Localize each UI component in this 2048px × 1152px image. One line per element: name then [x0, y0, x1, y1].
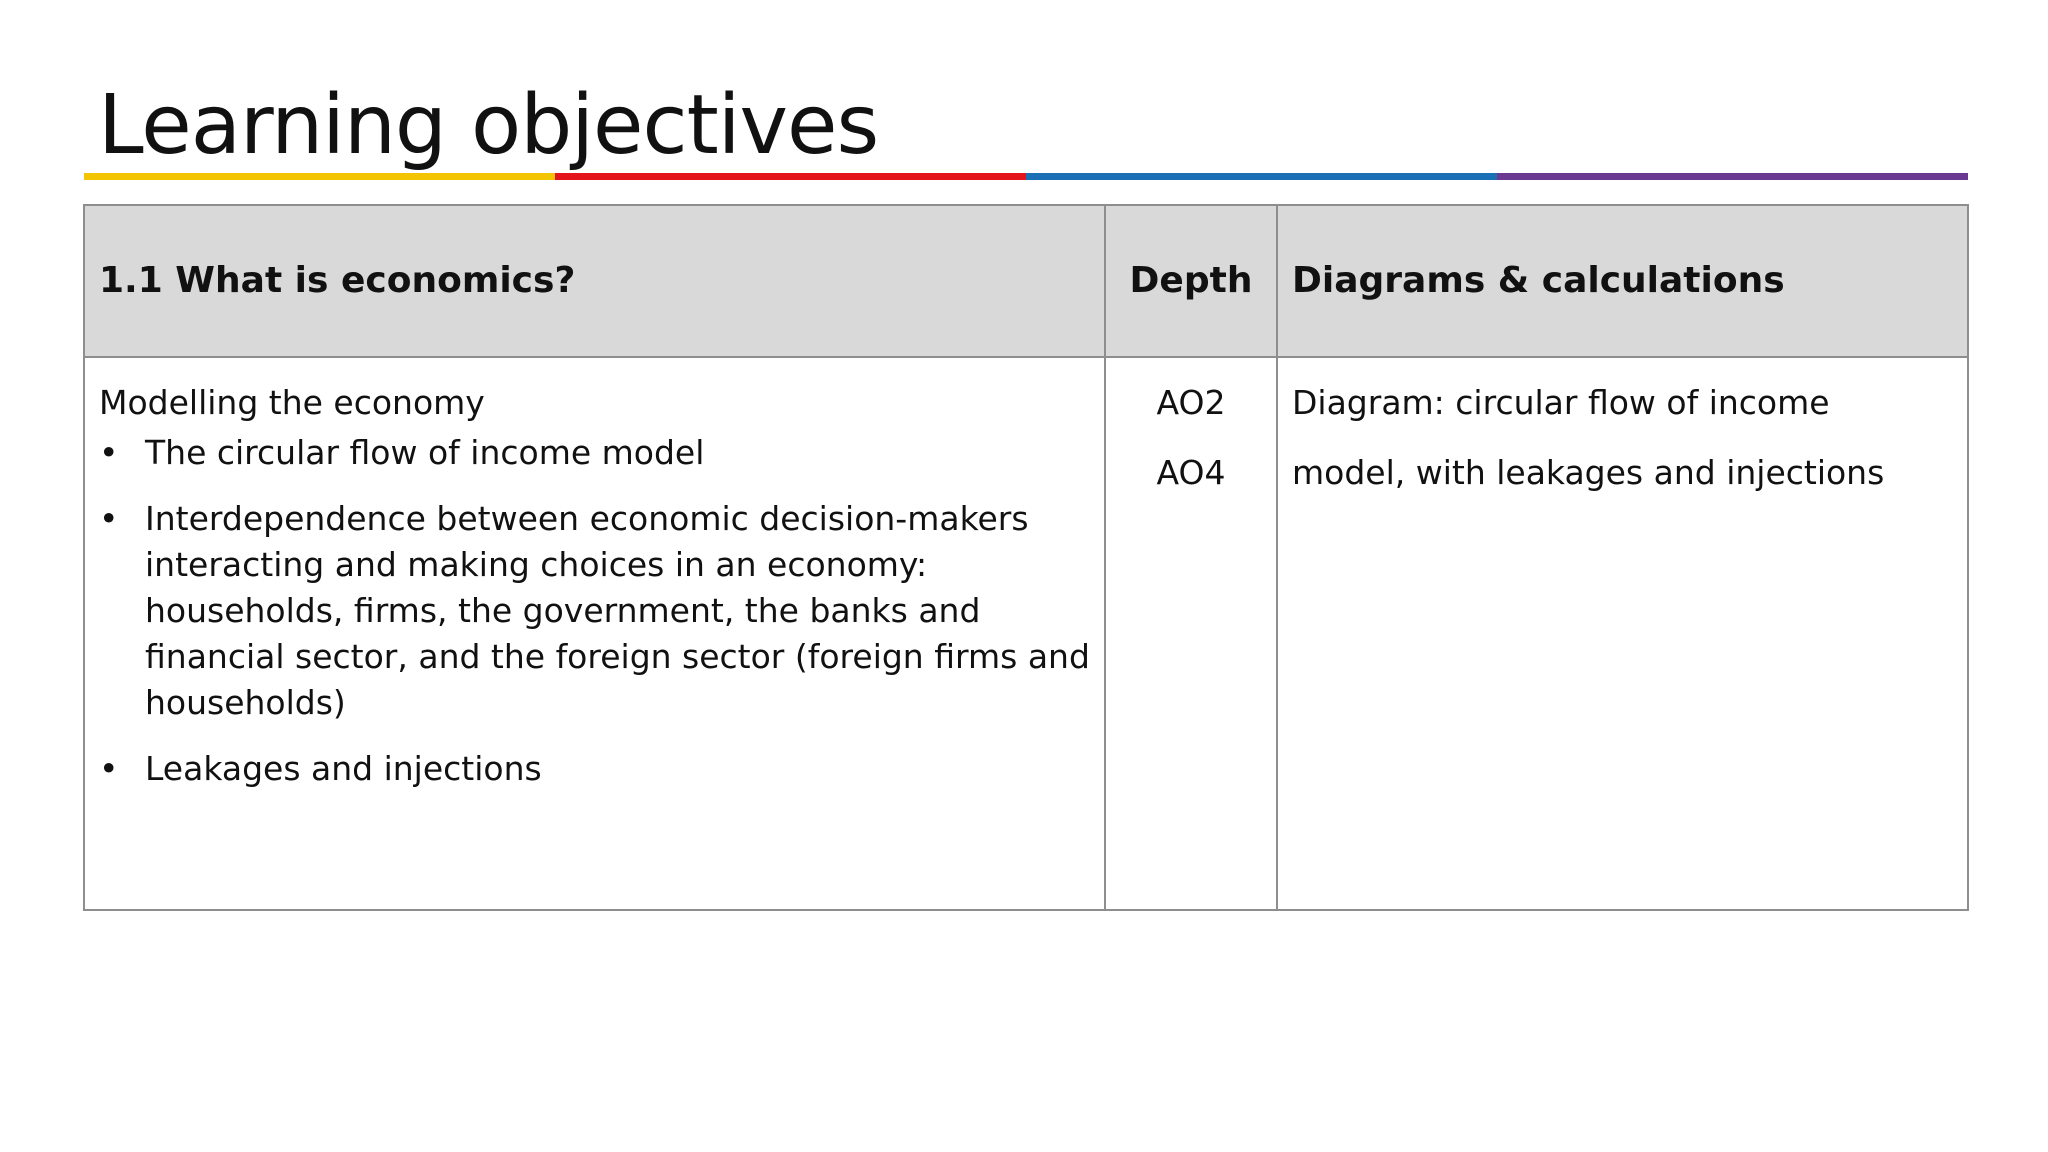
bullet-text: The circular flow of income model	[145, 433, 705, 472]
accent-purple	[1497, 173, 1968, 180]
list-item	[99, 496, 1090, 726]
depth-cell	[1105, 357, 1277, 910]
accent-red	[555, 173, 1026, 180]
table-header-row	[84, 205, 1968, 357]
topic-bullet-list	[99, 430, 1090, 792]
page-title: Learning objectives	[98, 78, 879, 173]
bullet-icon: •	[99, 433, 119, 472]
accent-yellow	[84, 173, 555, 180]
header-depth: Depth	[1105, 205, 1277, 357]
table-row	[84, 357, 1968, 910]
diagrams-text: Diagram: circular flow of income model, with leakages and injections	[1292, 383, 1885, 492]
accent-blue	[1026, 173, 1497, 180]
topic-heading: Modelling the economy	[99, 383, 485, 422]
header-diagrams: Diagrams & calculations	[1277, 205, 1968, 357]
learning-objectives-table	[83, 204, 1969, 911]
title-accent-rule	[84, 173, 1968, 180]
depth-value: AO2	[1156, 383, 1226, 422]
header-topic: 1.1 What is economics?	[84, 205, 1105, 357]
topic-cell	[84, 357, 1105, 910]
bullet-text: Interdependence between economic decision-makers interacting and making choices in an economy: households, firms, the government, the banks and financial sector, and the foreign sector (foreign firms and households)	[145, 499, 1090, 722]
bullet-icon: •	[99, 499, 119, 538]
list-item	[99, 430, 1090, 476]
diagrams-cell	[1277, 357, 1968, 910]
depth-value: AO4	[1156, 453, 1226, 492]
bullet-icon: •	[99, 749, 119, 788]
list-item	[99, 746, 1090, 792]
bullet-text: Leakages and injections	[145, 749, 542, 788]
